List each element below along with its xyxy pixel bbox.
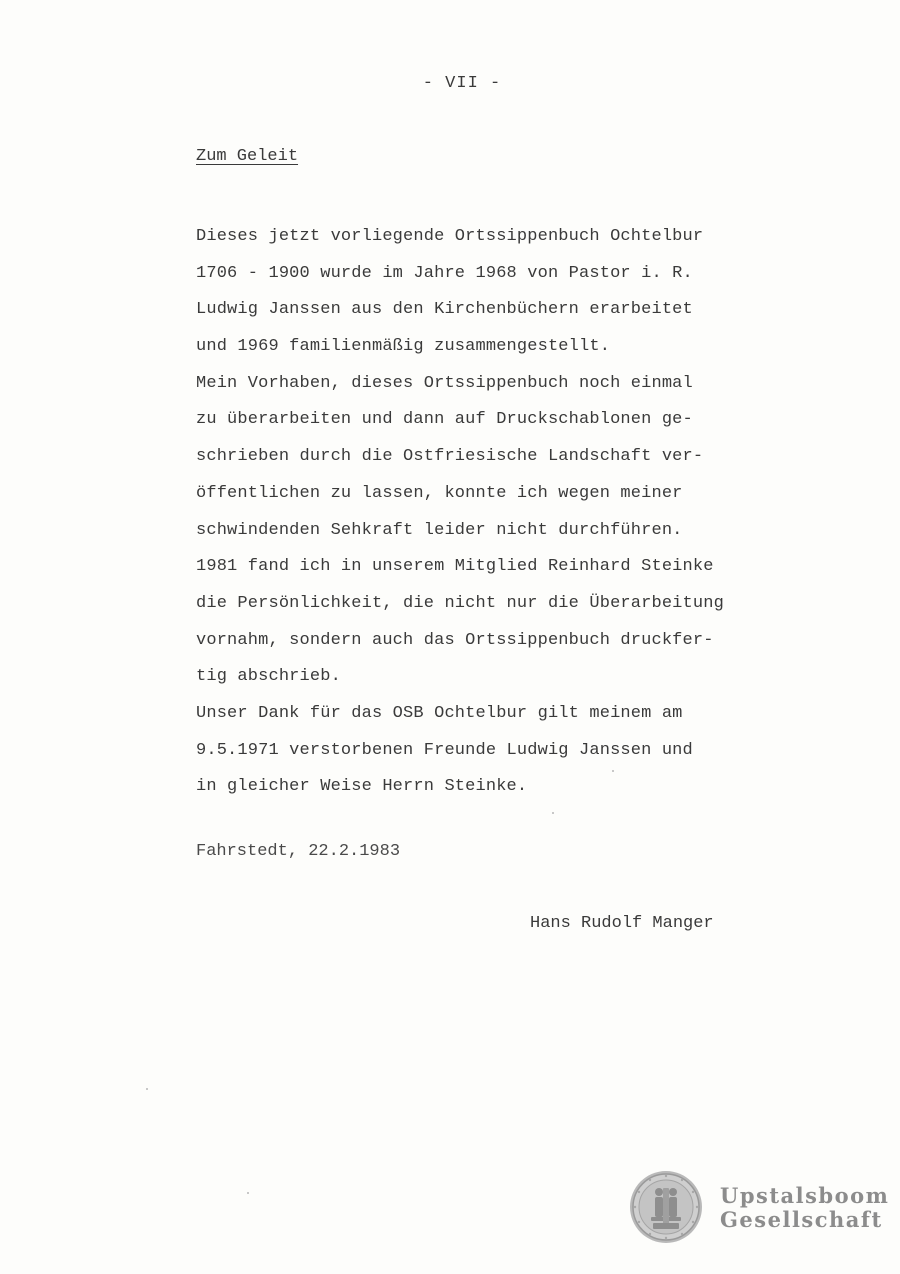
seal-icon — [629, 1170, 703, 1244]
signature: Hans Rudolf Manger — [530, 914, 714, 933]
paper-speck — [612, 770, 614, 772]
logo-line-1: Upstalsboom — [720, 1183, 890, 1208]
text-line: die Persönlichkeit, die nicht nur die Überarbeitung — [196, 593, 724, 613]
section-heading: Zum Geleit — [196, 147, 299, 166]
page-number: - VII - — [422, 74, 502, 93]
text-line: tig abschrieb. — [196, 667, 341, 687]
text-line: 1981 fand ich in unserem Mitglied Reinhard Steinke — [196, 557, 714, 577]
logo-line-2: Gesellschaft — [720, 1207, 883, 1232]
paper-speck — [247, 1192, 249, 1194]
text-line: öffentlichen zu lassen, konnte ich wegen meiner — [196, 483, 683, 503]
text-line: schrieben durch die Ostfriesische Landschaft ver- — [196, 447, 704, 467]
body-text — [196, 219, 756, 806]
text-line: vornahm, sondern auch das Ortssippenbuch druckfer- — [196, 630, 714, 650]
text-line: Ludwig Janssen aus den Kirchenbüchern erarbeitet — [196, 300, 693, 320]
text-line: in gleicher Weise Herrn Steinke. — [196, 777, 528, 797]
paper-speck — [146, 1088, 148, 1090]
text-line: Dieses jetzt vorliegende Ortssippenbuch Ochtelbur — [196, 227, 704, 246]
text-line: Unser Dank für das OSB Ochtelbur gilt meinem am — [196, 703, 683, 723]
text-line: zu überarbeiten und dann auf Druckschablonen ge- — [196, 410, 693, 430]
text-line: schwindenden Sehkraft leider nicht durchführen. — [196, 520, 683, 540]
publisher-logo — [629, 1170, 890, 1250]
text-line: und 1969 familienmäßig zusammengestellt. — [196, 337, 611, 357]
logo-wordmark — [720, 1184, 889, 1232]
date-line: Fahrstedt, 22.2.1983 — [196, 842, 401, 861]
text-line: 9.5.1971 verstorbenen Freunde Ludwig Janssen und — [196, 740, 693, 760]
paper-speck — [552, 812, 554, 814]
text-line: Mein Vorhaben, dieses Ortssippenbuch noch einmal — [196, 373, 693, 393]
text-line: 1706 - 1900 wurde im Jahre 1968 von Pastor i. R. — [196, 263, 693, 283]
